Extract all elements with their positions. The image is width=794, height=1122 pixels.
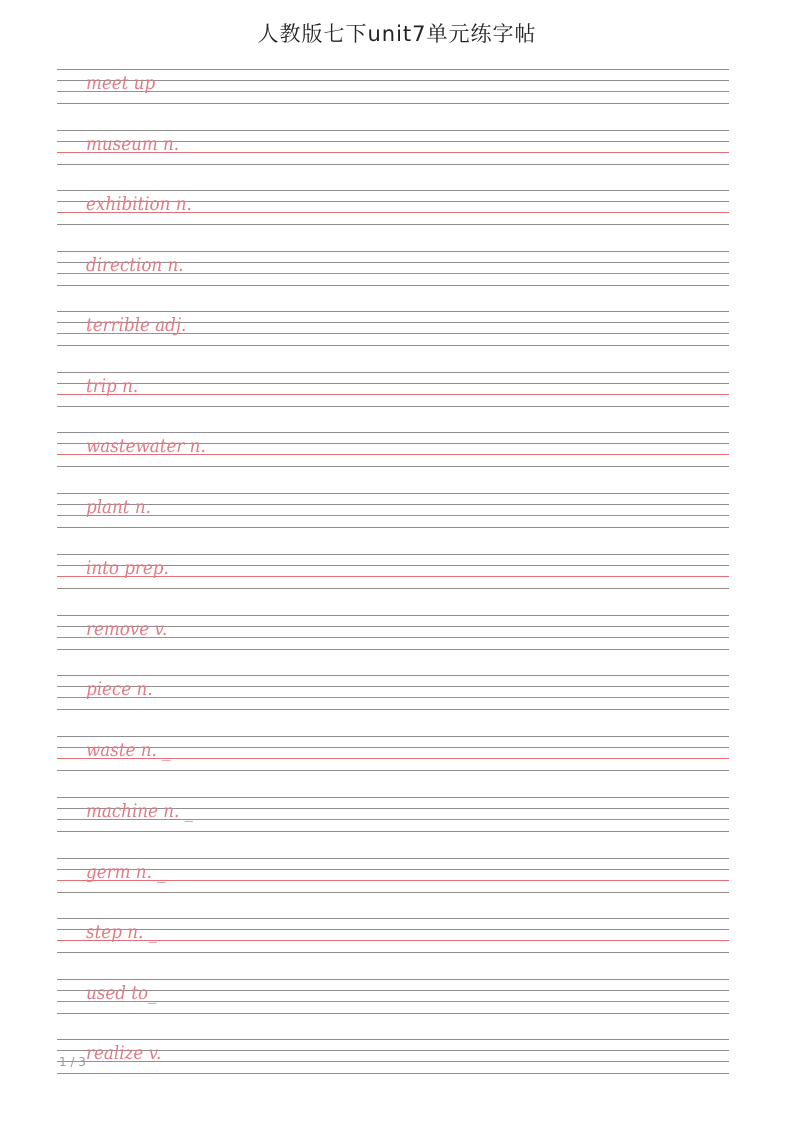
vocab-word: used to_ xyxy=(86,982,157,1004)
guide-line xyxy=(57,164,729,165)
practice-row xyxy=(57,918,729,958)
guide-line xyxy=(57,649,729,650)
vocab-word: machine n. _ xyxy=(86,800,194,822)
guide-line xyxy=(57,406,729,407)
guide-line xyxy=(57,1013,729,1014)
guide-line xyxy=(57,615,729,616)
practice-row xyxy=(57,554,729,594)
practice-row xyxy=(57,736,729,776)
guide-line xyxy=(57,831,729,832)
guide-line xyxy=(57,554,729,555)
guide-line xyxy=(57,103,729,104)
guide-line xyxy=(57,686,729,687)
vocab-word: plant n. xyxy=(86,496,151,518)
guide-line xyxy=(57,493,729,494)
guide-line xyxy=(57,69,729,70)
baseline xyxy=(57,697,729,698)
guide-line xyxy=(57,1039,729,1040)
guide-line xyxy=(57,345,729,346)
guide-line xyxy=(57,311,729,312)
vocab-word: trip n. xyxy=(86,375,139,397)
guide-line xyxy=(57,504,729,505)
baseline xyxy=(57,940,729,941)
guide-line xyxy=(57,285,729,286)
guide-line xyxy=(57,224,729,225)
guide-line xyxy=(57,736,729,737)
guide-line xyxy=(57,858,729,859)
baseline xyxy=(57,515,729,516)
guide-line xyxy=(57,130,729,131)
vocab-word: direction n. xyxy=(86,254,184,276)
practice-row xyxy=(57,797,729,837)
guide-line xyxy=(57,251,729,252)
vocab-word: terrible adj. xyxy=(86,314,187,336)
vocab-word: germ n. _ xyxy=(86,861,166,883)
page-title: 人教版七下unit7单元练字帖 xyxy=(257,22,537,46)
vocab-word: piece n. xyxy=(86,678,153,700)
vocab-word: meet up xyxy=(86,72,156,94)
guide-line xyxy=(57,675,729,676)
practice-row xyxy=(57,615,729,655)
guide-line xyxy=(57,770,729,771)
guide-line xyxy=(57,709,729,710)
vocab-word: museum n. xyxy=(86,133,180,155)
vocab-word: realize v. xyxy=(86,1042,162,1064)
practice-row xyxy=(57,432,729,472)
guide-line xyxy=(57,918,729,919)
guide-line xyxy=(57,527,729,528)
guide-line xyxy=(57,383,729,384)
practice-row xyxy=(57,190,729,230)
guide-line xyxy=(57,979,729,980)
vocab-word: remove v. xyxy=(86,618,168,640)
guide-line xyxy=(57,466,729,467)
guide-line xyxy=(57,588,729,589)
guide-line xyxy=(57,1073,729,1074)
baseline xyxy=(57,394,729,395)
guide-line xyxy=(57,80,729,81)
guide-line xyxy=(57,190,729,191)
guide-line xyxy=(57,929,729,930)
vocab-word: step n. _ xyxy=(86,921,157,943)
practice-row xyxy=(57,675,729,715)
baseline xyxy=(57,1001,729,1002)
guide-line xyxy=(57,432,729,433)
vocab-word: waste n. _ xyxy=(86,739,171,761)
practice-row xyxy=(57,979,729,1019)
vocab-word: into prep. xyxy=(86,557,169,579)
guide-line xyxy=(57,990,729,991)
vocab-word: exhibition n. xyxy=(86,193,192,215)
vocab-word: wastewater n. xyxy=(86,435,206,457)
practice-row xyxy=(57,372,729,412)
practice-row xyxy=(57,251,729,291)
practice-row xyxy=(57,130,729,170)
page-indicator: 1 / 3 xyxy=(59,1055,86,1069)
baseline xyxy=(57,91,729,92)
practice-row xyxy=(57,1039,729,1079)
guide-line xyxy=(57,892,729,893)
practice-row xyxy=(57,493,729,533)
guide-line xyxy=(57,797,729,798)
practice-row xyxy=(57,69,729,109)
guide-line xyxy=(57,372,729,373)
guide-line xyxy=(57,952,729,953)
practice-row xyxy=(57,858,729,898)
practice-row xyxy=(57,311,729,351)
